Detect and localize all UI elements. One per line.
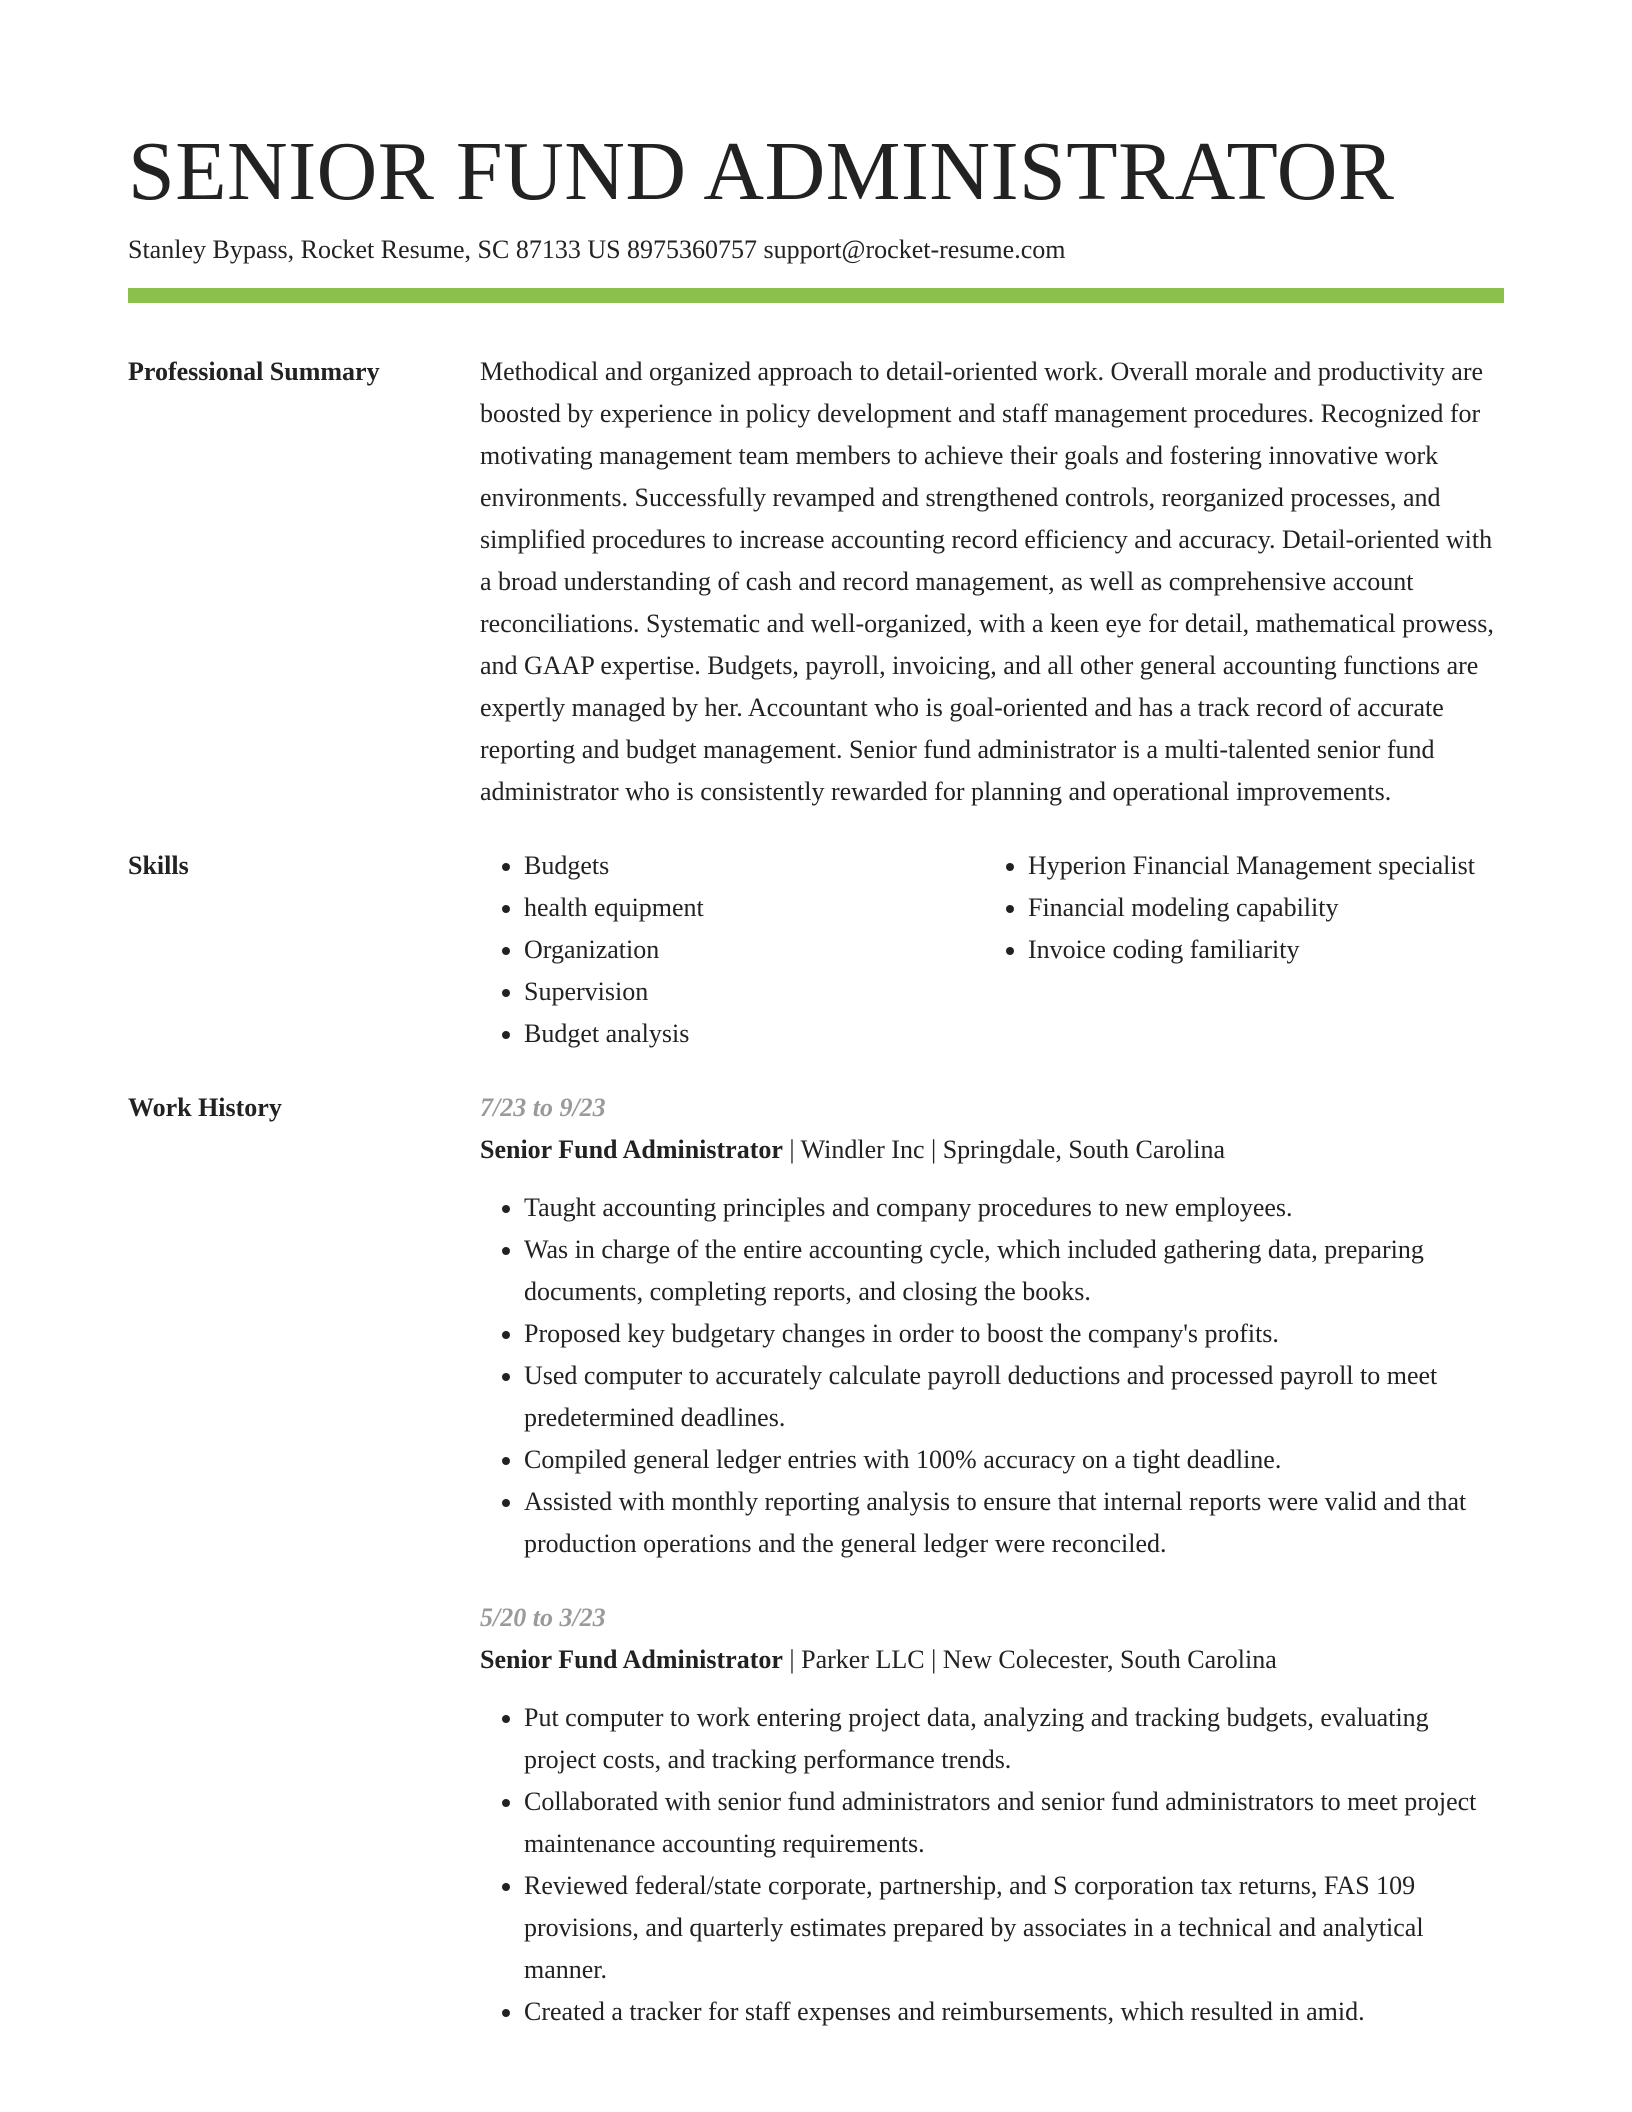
job-dates: 7/23 to 9/23 [480,1093,606,1122]
resume-title: SENIOR FUND ADMINISTRATOR [128,125,1395,218]
resume-header [128,0,1504,303]
section-heading-skills: Skills [128,851,189,880]
job-bullet: • Assisted with monthly reporting analysis to ensure that internal reports were valid and that production operations and the general ledger were reconciled. [524,1481,1504,1565]
skills-list-left [480,845,984,1055]
accent-divider [128,288,1504,303]
job-bullets [480,1187,1504,1565]
skills-column-right [984,845,1488,1055]
skill-item: • Hyperion Financial Management specialist [1028,845,1488,887]
job-dates: 5/20 to 3/23 [480,1603,606,1632]
skills-section [128,845,1504,1055]
work-history-section [128,1087,1504,2065]
resume-page [128,0,1504,2065]
job-details: | Parker LLC | New Colecester, South Carolina [782,1645,1277,1674]
section-heading-work-history: Work History [128,1093,282,1122]
job-entry [480,1087,1504,1565]
work-history-body [480,1087,1504,2065]
job-bullet: • Created a tracker for staff expenses and reimbursements, which resulted in amid. [524,1991,1504,2033]
job-bullet: • Proposed key budgetary changes in order to boost the company's profits. [524,1313,1504,1355]
skill-item: • Budgets [524,845,984,887]
job-details: | Windler Inc | Springdale, South Carolina [782,1135,1226,1164]
skill-item: • Budget analysis [524,1013,984,1055]
job-title: Senior Fund Administrator [480,1135,783,1164]
skill-item: • Organization [524,929,984,971]
job-bullet: • Put computer to work entering project data, analyzing and tracking budgets, evaluating project costs, and tracking performance trends. [524,1697,1504,1781]
job-bullet: • Collaborated with senior fund administrators and senior fund administrators to meet project maintenance accounting requirements. [524,1781,1504,1865]
job-bullet: • Compiled general ledger entries with 100% accuracy on a tight deadline. [524,1439,1504,1481]
job-bullet: • Taught accounting principles and company procedures to new employees. [524,1187,1504,1229]
professional-summary-section [128,351,1504,813]
summary-body [480,351,1504,813]
skills-list-right [984,845,1488,971]
job-title-line [480,1639,1504,1681]
section-heading-summary: Professional Summary [128,357,380,386]
contact-info: Stanley Bypass, Rocket Resume, SC 87133 US 8975360757 support@rocket-resume.com [128,235,1066,264]
job-bullet: • Reviewed federal/state corporate, partnership, and S corporation tax returns, FAS 109 provisions, and quarterly estimates prepared by associates in a technical and analytical manner. [524,1865,1504,1991]
job-title-line [480,1129,1504,1171]
summary-text: Methodical and organized approach to detail-oriented work. Overall morale and productivity are boosted by experience in policy development and staff management procedures. Recognized for motivating management team members to achieve their goals and fostering innovative work environments. Successfully revamped and strengthened controls, reorganized processes, and simplified procedures to increase accounting record efficiency and accuracy. Detail-oriented with a broad understanding of cash and record management, as well as comprehensive account reconciliations. Systematic and well-organized, with a keen eye for detail, mathematical prowess, and GAAP expertise. Budgets, payroll, invoicing, and all other general accounting functions are expertly managed by her. Accountant who is goal-oriented and has a track record of accurate reporting and budget management. Senior fund administrator is a multi-talented senior fund administrator who is consistently rewarded for planning and operational improvements. [480,357,1494,806]
skill-item: • Supervision [524,971,984,1013]
job-entry [480,1597,1504,2033]
skill-item: • Invoice coding familiarity [1028,929,1488,971]
skill-item: • Financial modeling capability [1028,887,1488,929]
job-title: Senior Fund Administrator [480,1645,783,1674]
job-bullet: • Was in charge of the entire accounting cycle, which included gathering data, preparing documents, completing reports, and closing the books. [524,1229,1504,1313]
job-bullets [480,1697,1504,2033]
skill-item: • health equipment [524,887,984,929]
skills-body [480,845,1504,1055]
job-bullet: • Used computer to accurately calculate payroll deductions and processed payroll to meet predetermined deadlines. [524,1355,1504,1439]
skills-column-left [480,845,984,1055]
